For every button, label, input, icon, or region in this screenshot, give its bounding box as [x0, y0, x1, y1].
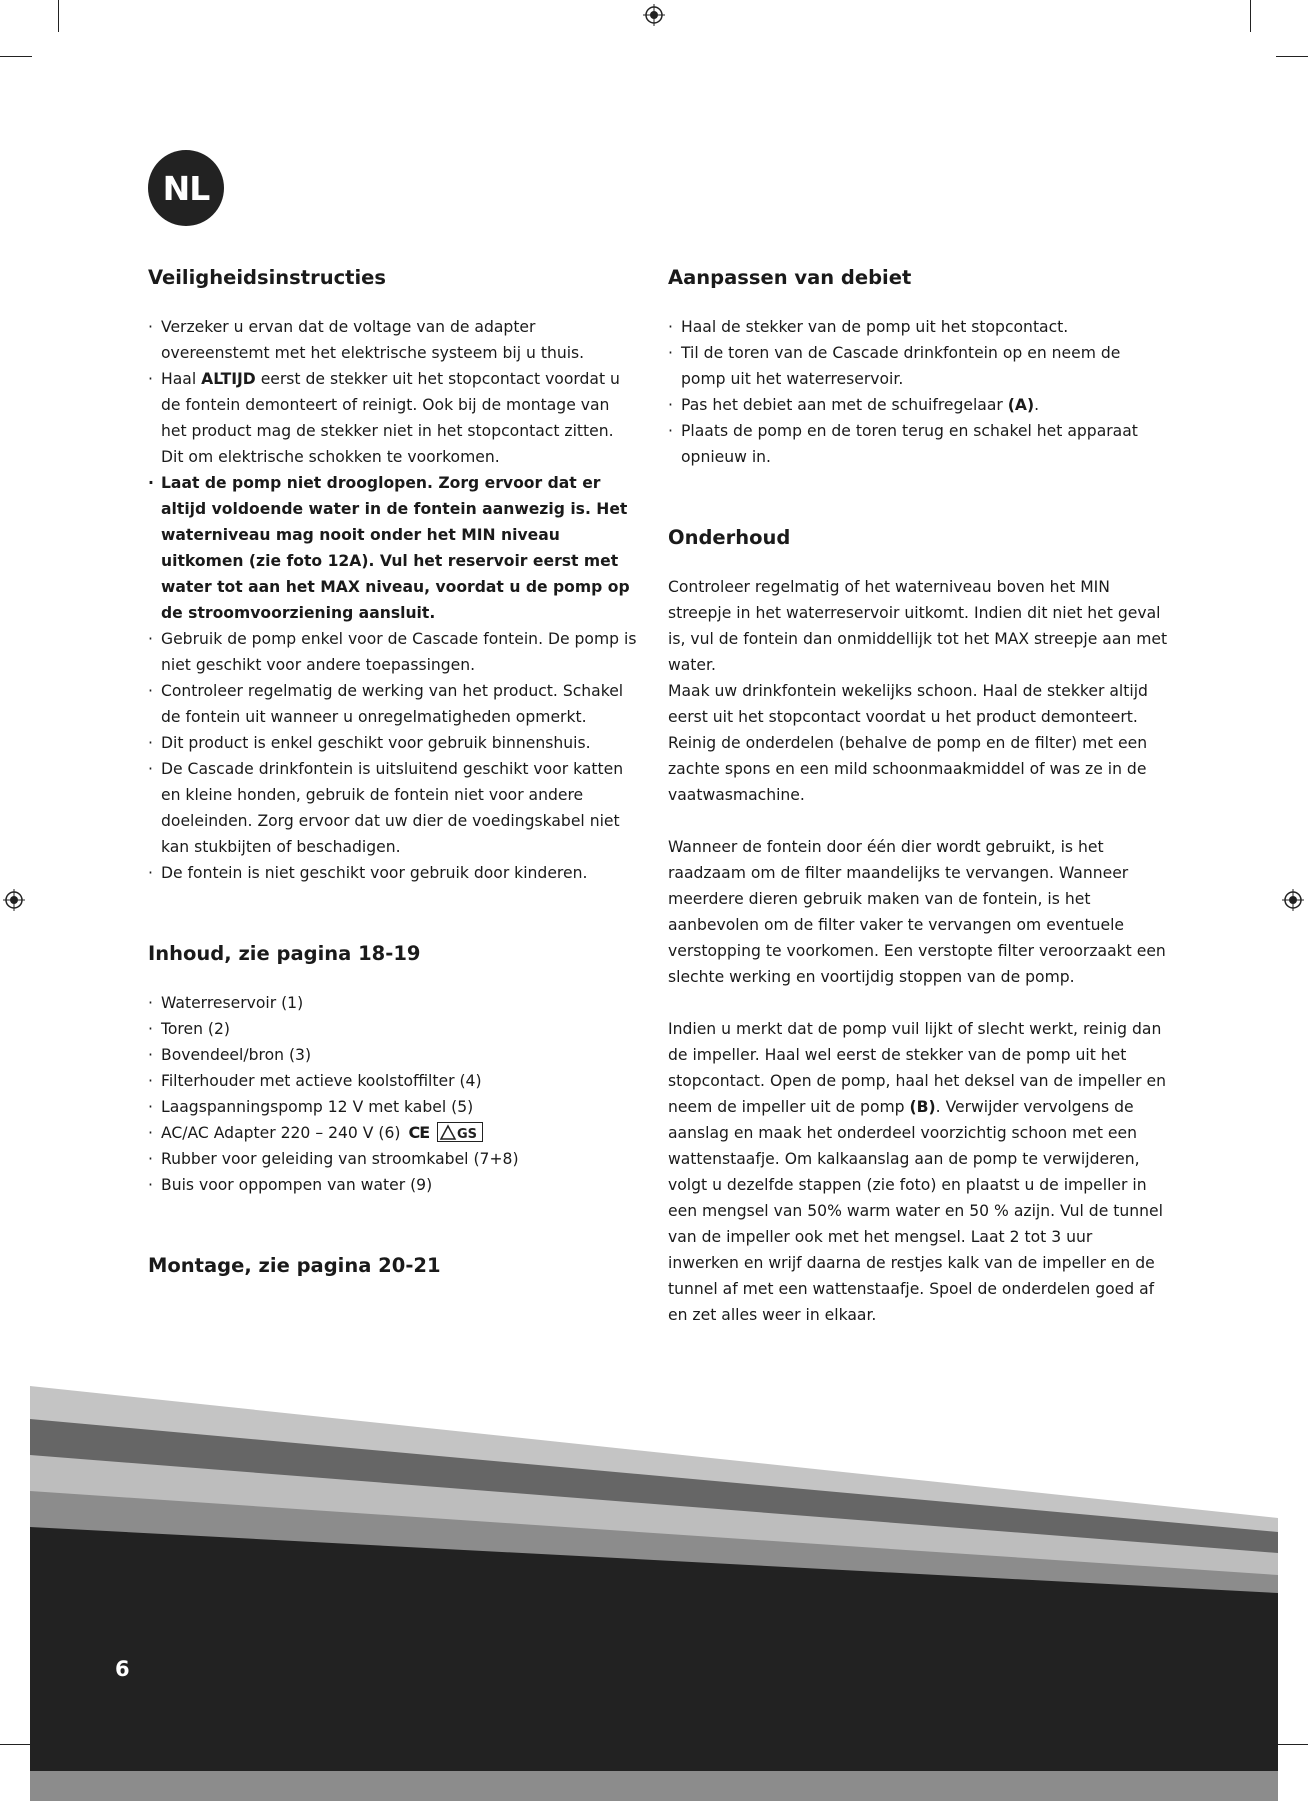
- crop-mark: [58, 0, 59, 32]
- list-item-text: Haal: [161, 370, 202, 388]
- list-item-text: .: [1034, 396, 1040, 414]
- list-item: [148, 366, 638, 470]
- list-item: · Rubber voor geleiding van stroomkabel (7+8): [148, 1146, 638, 1172]
- paragraph-text: Indien u merkt dat de pomp vuil lijkt of slecht werkt, reinig dan de impeller. Haal wel eerst de stekker van de pomp uit het stopcontact. Open de pomp, haal het deksel van de impeller en neem de impeller uit de pomp: [668, 1020, 1166, 1116]
- paragraph-emphasis: (B): [909, 1098, 936, 1116]
- flow-list: [668, 314, 1168, 470]
- language-badge-label: NL: [162, 168, 210, 208]
- list-item: · Bovendeel/bron (3): [148, 1042, 638, 1068]
- maintenance-paragraph: Maak uw drinkfontein wekelijks schoon. Haal de stekker altijd eerst uit het stopcontact voordat u het product demonteert. Reinig de onderdelen (behalve de pomp en de filter) met een zachte spons en een mild schoonmaakmiddel of was ze in de vaatwasmachine.: [668, 682, 1148, 804]
- list-item: · Haal de stekker van de pomp uit het stopcontact.: [668, 314, 1168, 340]
- ce-mark-icon: CE: [408, 1123, 430, 1142]
- registration-mark-icon: [3, 889, 25, 911]
- contents-title: Inhoud, zie pagina 18-19: [148, 942, 421, 965]
- right-column: [668, 262, 1168, 1328]
- list-item: · Verzeker u ervan dat de voltage van de adapter overeenstemt met het elektrische systeem bij u thuis.: [148, 314, 638, 366]
- list-item: · De fontein is niet geschikt voor gebruik door kinderen.: [148, 860, 638, 886]
- maintenance-paragraph: [668, 1016, 1168, 1328]
- safety-list: [148, 314, 638, 886]
- list-item: · Plaats de pomp en de toren terug en schakel het apparaat opnieuw in.: [668, 418, 1168, 470]
- safety-title: Veiligheidsinstructies: [148, 266, 387, 289]
- list-item: [148, 1120, 638, 1146]
- assembly-title: Montage, zie pagina 20-21: [148, 1254, 441, 1277]
- contents-list: [148, 990, 638, 1198]
- list-item-warning: · Laat de pomp niet drooglopen. Zorg ervoor dat er altijd voldoende water in de fontein aanwezig is. Het waterniveau mag nooit onder het MIN niveau uitkomen (zie foto 12A). Vul het reservoir eerst met water tot aan het MAX niveau, voordat u de pomp op de stroomvoorziening aansluit.: [148, 470, 638, 626]
- list-item: [668, 392, 1168, 418]
- list-item: · Controleer regelmatig de werking van het product. Schakel de fontein uit wanneer u onregelmatigheden opmerkt.: [148, 678, 638, 730]
- language-badge: [148, 150, 224, 226]
- paragraph-text: . Verwijder vervolgens de aanslag en maak het onderdeel voorzichtig schoon met een wattenstaafje. Om kalkaanslag aan de pomp te verwijderen, volgt u dezelfde stappen (zie foto) en plaatst u de impeller in een mengsel van 50% warm water en 50 % azijn. Vul de tunnel van de impeller ook met het mengsel. Laat 2 tot 3 uur inwerken en wrijf daarna de restjes kalk van de impeller en de tunnel af met een wattenstaafje. Spoel de onderdelen goed af en zet alles weer in elkaar.: [668, 1098, 1163, 1324]
- crop-mark: [1250, 0, 1251, 32]
- list-item: · De Cascade drinkfontein is uitsluitend geschikt voor katten en kleine honden, gebruik de fontein niet voor andere doeleinden. Zorg ervoor dat uw dier de voedingskabel niet kan stukbijten of beschadigen.: [148, 756, 638, 860]
- maintenance-title: Onderhoud: [668, 526, 791, 549]
- crop-mark: [0, 56, 32, 57]
- registration-mark-icon: [643, 4, 665, 26]
- flow-title: Aanpassen van debiet: [668, 266, 912, 289]
- list-item-emphasis: ALTIJD: [201, 370, 256, 388]
- maintenance-paragraph: Controleer regelmatig of het waterniveau boven het MIN streepje in het waterreservoir uitkomt. Indien dit niet het geval is, vul de fontein dan onmiddellijk tot het MAX streepje aan met water.: [668, 578, 1168, 674]
- list-item: · Til de toren van de Cascade drinkfontein op en neem de pomp uit het waterreservoir.: [668, 340, 1168, 392]
- list-item: · Laagspanningspomp 12 V met kabel (5): [148, 1094, 638, 1120]
- left-column: [148, 262, 638, 1282]
- list-item: · Gebruik de pomp enkel voor de Cascade fontein. De pomp is niet geschikt voor andere toepassingen.: [148, 626, 638, 678]
- crop-mark: [1276, 56, 1308, 57]
- list-item: · Toren (2): [148, 1016, 638, 1042]
- registration-mark-icon: [1282, 889, 1304, 911]
- gs-mark-text: GS: [457, 1127, 478, 1142]
- maintenance-paragraph: Wanneer de fontein door één dier wordt gebruikt, is het raadzaam om de filter maandelijks te vervangen. Wanneer meerdere dieren gebruik maken van de fontein, is het aanbevolen om de filter vaker te vervangen om eventuele verstopping te voorkomen. Een verstopte filter veroorzaakt een slechte werking en voortijdig stoppen van de pomp.: [668, 838, 1166, 986]
- list-item: · Dit product is enkel geschikt voor gebruik binnenshuis.: [148, 730, 638, 756]
- list-item-emphasis: (A): [1007, 396, 1035, 414]
- list-item: · Buis voor oppompen van water (9): [148, 1172, 638, 1198]
- list-item-text: AC/AC Adapter 220 – 240 V (6): [161, 1124, 401, 1142]
- gs-mark-icon: [437, 1122, 483, 1142]
- list-item: · Filterhouder met actieve koolstoffilter (4): [148, 1068, 638, 1094]
- list-item: · Waterreservoir (1): [148, 990, 638, 1016]
- page-number: 6: [115, 1657, 130, 1681]
- footer-band-decoration: [0, 1370, 1308, 1801]
- list-item-text: eerst de stekker uit het stopcontact voordat u de fontein demonteert of reinigt. Ook bij de montage van het product mag de stekker niet in het stopcontact zitten. Dit om elektrische schokken te voorkomen.: [161, 370, 620, 466]
- list-item-text: Pas het debiet aan met de schuifregelaar: [681, 396, 1008, 414]
